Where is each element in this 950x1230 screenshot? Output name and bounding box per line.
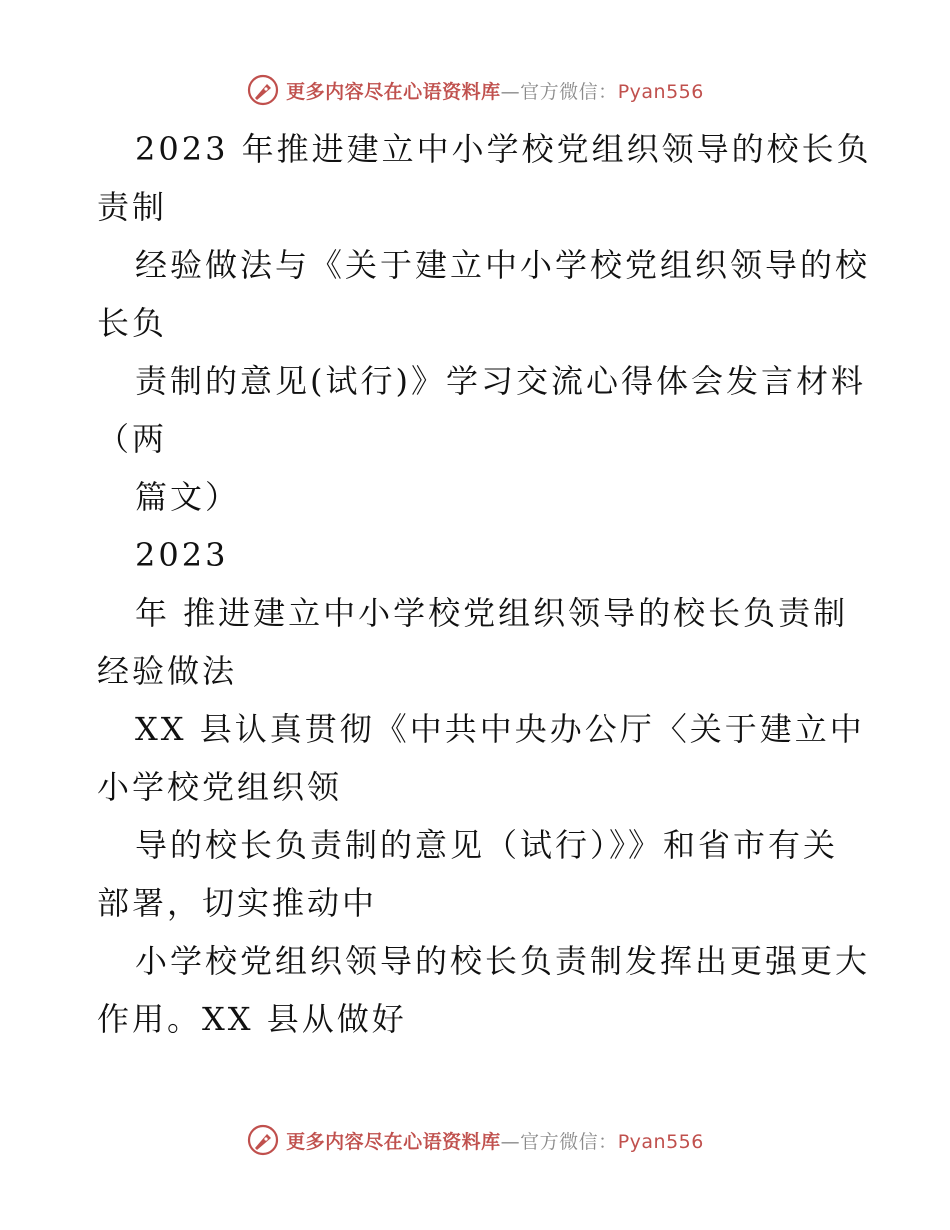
document-body bbox=[97, 120, 872, 1048]
document-line: 责制 bbox=[97, 188, 168, 226]
document-line: XX 县认真贯彻《中共中央办公厅〈关于建立中 bbox=[135, 710, 865, 748]
document-line: 篇文） bbox=[135, 478, 241, 516]
document-line: 小学校党组织领导的校长负责制发挥出更强更大 bbox=[135, 942, 871, 980]
document-line: 年 推进建立中小学校党组织领导的校长负责制 bbox=[135, 594, 849, 632]
pen-nib-logo-icon bbox=[246, 73, 280, 107]
document-line: 导的校长负责制的意见（试行）》》和省市有关 bbox=[135, 826, 839, 864]
watermark-text: 更多内容尽在心语资料库—官方微信：Pyan556 bbox=[286, 80, 704, 103]
document-line: 2023 年推进建立中小学校党组织领导的校长负 bbox=[135, 130, 872, 168]
pen-nib-logo-icon bbox=[246, 1123, 280, 1157]
document-line: 部署，切实推动中 bbox=[97, 884, 378, 922]
document-line: 长负 bbox=[97, 304, 168, 342]
document-line: 小学校党组织领 bbox=[97, 768, 343, 806]
document-line: （两 bbox=[97, 420, 168, 458]
header-watermark bbox=[0, 70, 950, 110]
document-line: 经验做法 bbox=[97, 652, 238, 690]
document-line: 2023 bbox=[135, 536, 229, 574]
document-line: 责制的意见(试行)》学习交流心得体会发言材料 bbox=[135, 362, 866, 400]
footer-watermark bbox=[0, 1120, 950, 1160]
watermark-text: 更多内容尽在心语资料库—官方微信：Pyan556 bbox=[286, 1130, 704, 1153]
document-line: 经验做法与《关于建立中小学校党组织领导的校 bbox=[135, 246, 871, 284]
document-line: 作用。XX 县从做好 bbox=[97, 1000, 407, 1038]
